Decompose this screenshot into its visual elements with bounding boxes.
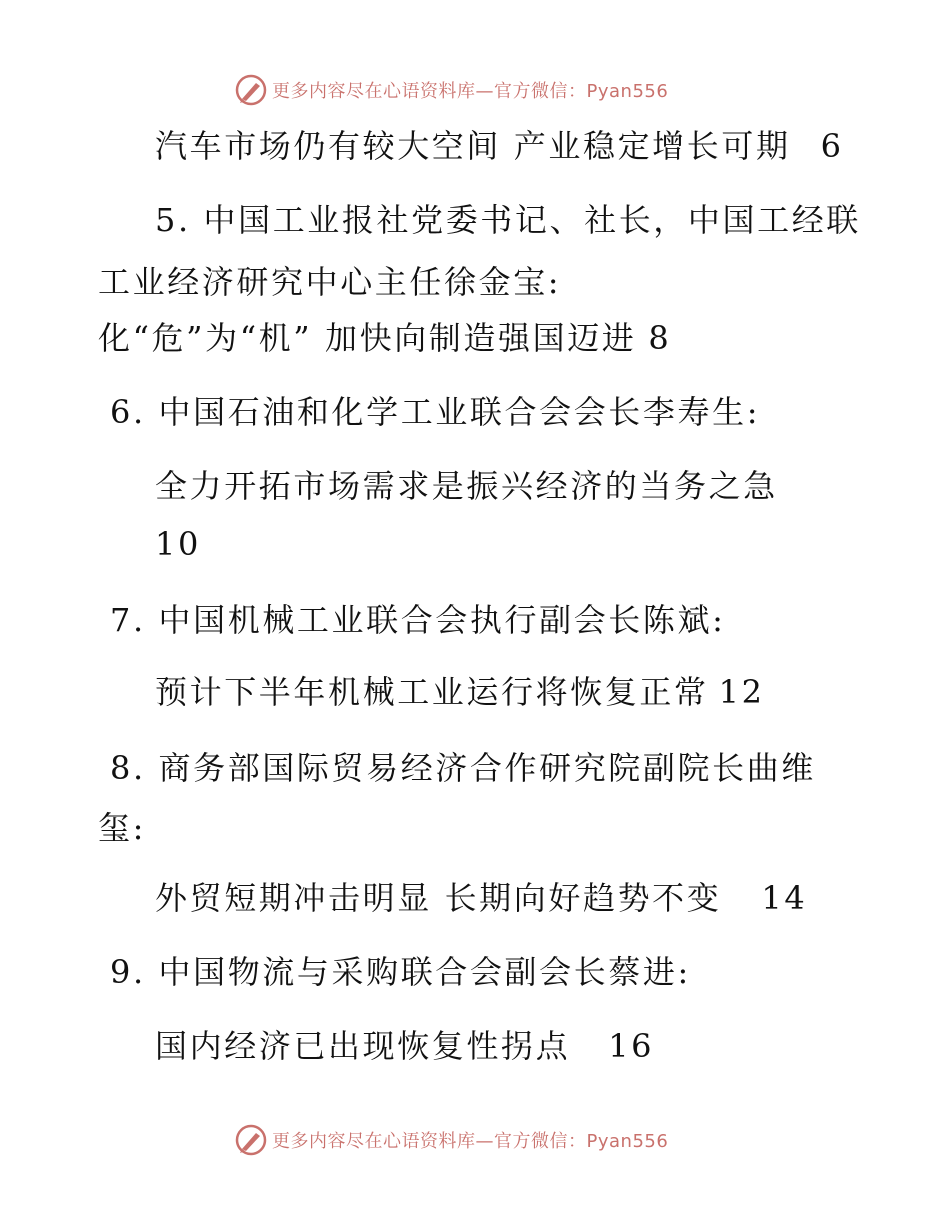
toc-item-8-speaker-cont: 玺:: [98, 809, 146, 847]
toc-item-5-title: [98, 318, 671, 358]
watermark-text: 更多内容尽在心语资料库—官方微信：Pyan556: [272, 81, 669, 102]
watermark-top: [234, 72, 668, 108]
pen-logo-icon: [234, 1123, 268, 1157]
toc-page-number: 6: [820, 127, 844, 165]
toc-item-6-title: 全力开拓市场需求是振兴经济的当务之急: [155, 467, 778, 505]
toc-page-number: 14: [761, 879, 808, 917]
toc-page-number: 12: [718, 673, 765, 711]
toc-item-title: 外贸短期冲击明显 长期向好趋势不变: [155, 879, 722, 917]
toc-item-title: 预计下半年机械工业运行将恢复正常: [155, 673, 709, 711]
toc-item-8-speaker: 8. 商务部国际贸易经济合作研究院副院长曲维: [110, 749, 816, 787]
toc-page-number: 8: [648, 319, 672, 357]
watermark-text: 更多内容尽在心语资料库—官方微信：Pyan556: [272, 1131, 669, 1152]
toc-item-title: 国内经济已出现恢复性拐点: [155, 1027, 571, 1065]
toc-item-7-speaker: 7. 中国机械工业联合会执行副会长陈斌:: [110, 601, 726, 639]
toc-page-number: 16: [608, 1027, 655, 1065]
toc-item-8-title: [155, 878, 807, 918]
toc-item-6-page: 10: [155, 525, 201, 563]
toc-item-9-speaker: 9. 中国物流与采购联合会副会长蔡进:: [110, 953, 691, 991]
toc-item-title: 化“危”为“机” 加快向制造强国迈进: [98, 319, 637, 357]
watermark-bottom: [234, 1122, 668, 1158]
toc-item-title: 汽车市场仍有较大空间 产业稳定增长可期: [155, 127, 791, 165]
toc-item-7-title: [155, 672, 765, 712]
toc-item-6-speaker: 6. 中国石油和化学工业联合会会长李寿生:: [110, 393, 761, 431]
pen-logo-icon: [234, 73, 268, 107]
toc-item-9-title: [155, 1026, 654, 1066]
toc-item-5-speaker: 5. 中国工业报社党委书记、社长，中国工经联: [155, 201, 861, 239]
toc-item-5-speaker-cont: 工业经济研究中心主任徐金宝:: [98, 263, 562, 301]
toc-item-4-title: [155, 126, 844, 166]
